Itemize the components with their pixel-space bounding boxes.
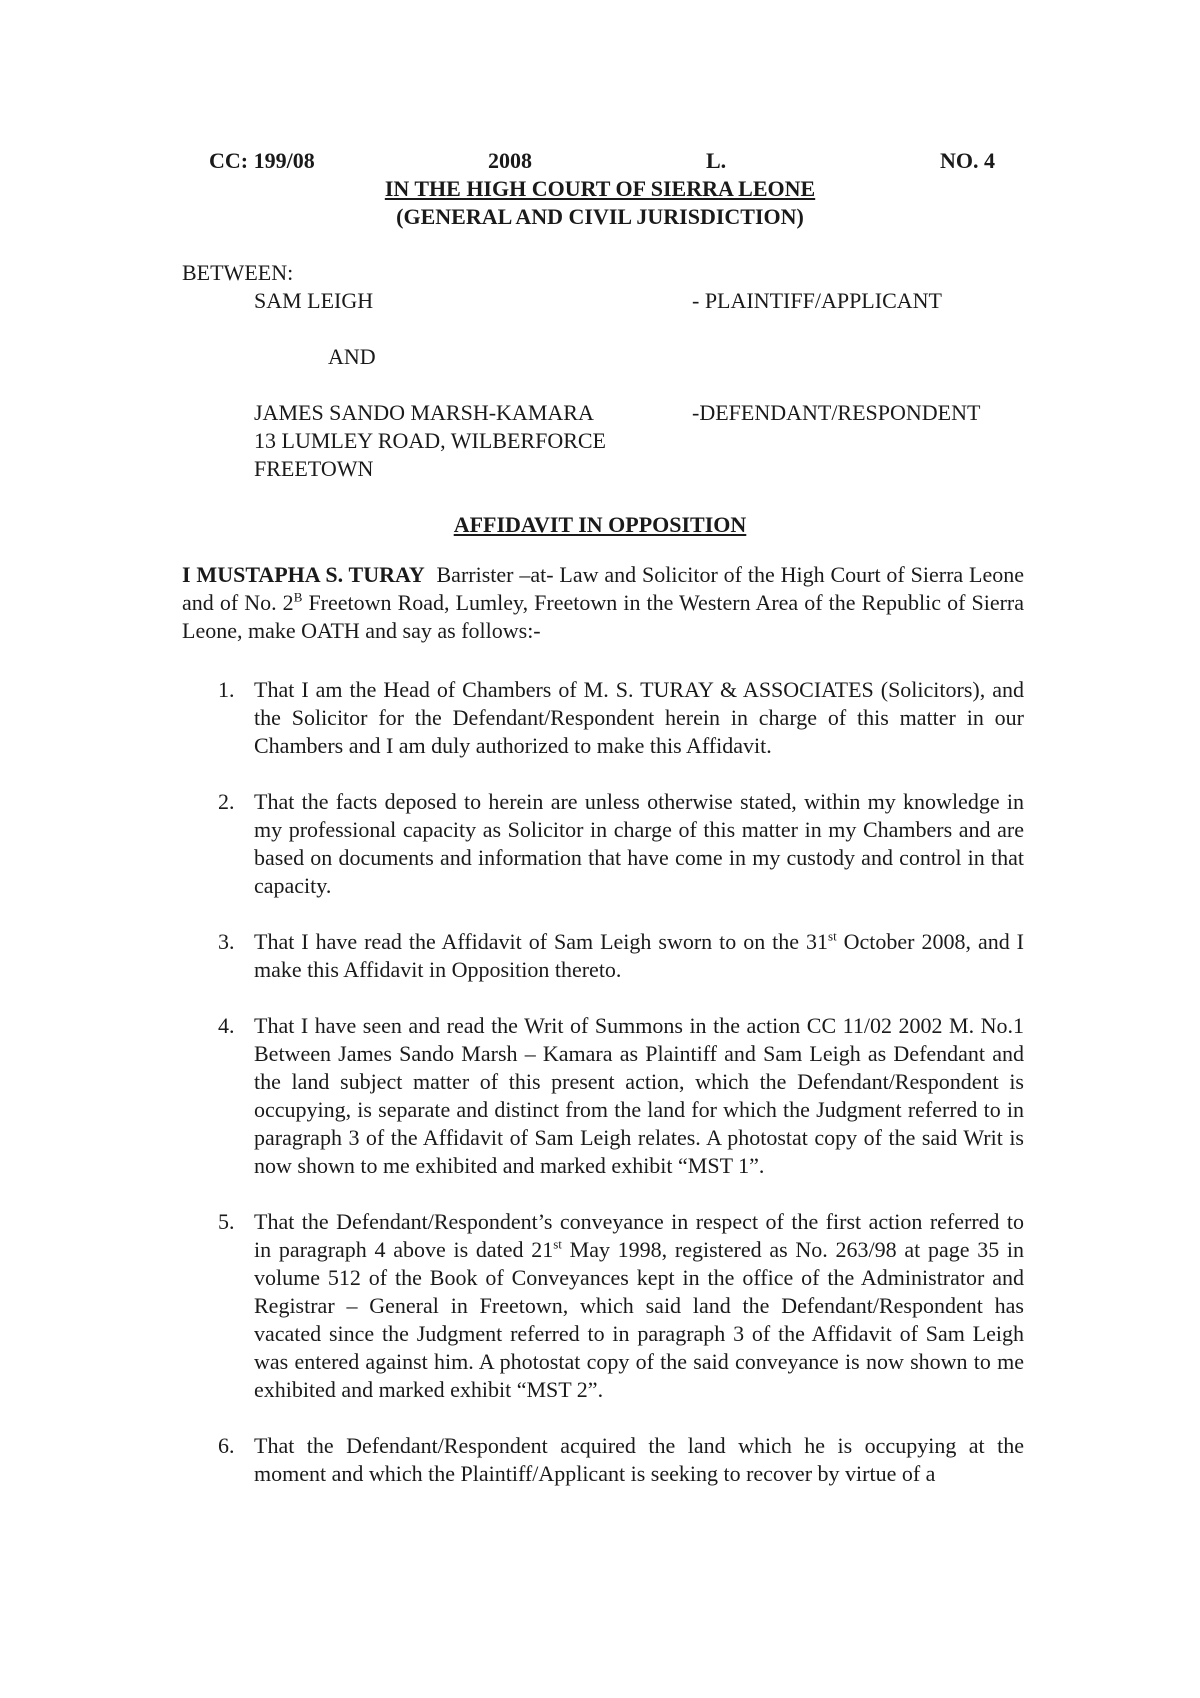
- intro-text-2: Freetown Road, Lumley, Freetown in the Western Area of the Republic of Sierra Leone, make OATH and say as follows:-: [182, 590, 1025, 643]
- address-superscript: B: [293, 589, 303, 605]
- paragraph-number: 4.: [218, 1013, 235, 1038]
- plaintiff-name: SAM LEIGH: [254, 288, 374, 313]
- paragraph-number: 5.: [218, 1209, 235, 1234]
- paragraph-6: [182, 1432, 1024, 1488]
- and-label: AND: [328, 344, 376, 369]
- paragraph-text: That I am the Head of Chambers of M. S. TURAY & ASSOCIATES (Solicitors), and the Solicitor for the Defendant/Respondent herein in charge of this matter in our Chambers and I am duly authorized to make this Affidavit.: [254, 677, 1024, 758]
- paragraph-number: 3.: [218, 929, 235, 954]
- paragraph-text: That the Defendant/Respondent acquired the land which he is occupying at the moment and which the Plaintiff/Applicant is seeking to recover by virtue of a: [254, 1433, 1024, 1486]
- case-number: CC: 199/08: [209, 148, 315, 173]
- case-letter: L.: [706, 148, 727, 173]
- plaintiff-role: - PLAINTIFF/APPLICANT: [692, 288, 942, 313]
- paragraph-3: [182, 928, 1024, 984]
- paragraph-2: [182, 788, 1024, 900]
- court-title: IN THE HIGH COURT OF SIERRA LEONE: [384, 176, 816, 201]
- defendant-role: -DEFENDANT/RESPONDENT: [692, 400, 981, 425]
- affidavit-paragraphs: [182, 676, 1024, 1516]
- case-year: 2008: [488, 148, 532, 173]
- paragraph-text: That the facts deposed to herein are unless otherwise stated, within my knowledge in my professional capacity as Solicitor in charge of this matter in my Chambers and are based on documents and information that have come in my custody and control in that capacity.: [254, 789, 1024, 898]
- paragraph-text-a: That the Defendant/Respondent’s conveyance in respect of the first action referred to in paragraph 4 above is dated 21: [254, 1209, 1024, 1262]
- paragraph-1: [182, 676, 1024, 760]
- paragraph-text-b: May 1998, registered as No. 263/98 at page 35 in volume 512 of the Book of Conveyances kept in the office of the Administrator and Registrar – General in Freetown, which said land the Defendant/Respondent has vacated since the Judgment referred to in paragraph 3 of the Affidavit of Sam Leigh was entered against him. A photostat copy of the said conveyance is now shown to me exhibited and marked exhibit “MST 2”.: [254, 1237, 1025, 1402]
- paragraph-text-b: October 2008, and I make this Affidavit in Opposition thereto.: [254, 929, 1025, 982]
- between-label: BETWEEN:: [182, 260, 294, 285]
- ordinal-superscript: st: [828, 928, 837, 944]
- defendant-name: JAMES SANDO MARSH-KAMARA: [254, 400, 594, 425]
- defendant-address-line-1: 13 LUMLEY ROAD, WILBERFORCE: [254, 428, 606, 453]
- defendant-address-line-2: FREETOWN: [254, 456, 374, 481]
- paragraph-text-a: That I have read the Affidavit of Sam Leigh sworn to on the 31: [254, 929, 829, 954]
- deponent-name: I MUSTAPHA S. TURAY: [182, 562, 425, 587]
- case-file-number: NO. 4: [940, 148, 995, 173]
- paragraph-number: 1.: [218, 677, 235, 702]
- paragraph-4: [182, 1012, 1024, 1180]
- deponent-introduction: [182, 561, 1024, 645]
- paragraph-text: That I have seen and read the Writ of Summons in the action CC 11/02 2002 M. No.1 Between James Sando Marsh – Kamara as Plaintiff and Sam Leigh as Defendant and the land subject matter of this present action, which the Defendant/Respondent is occupying, is separate and distinct from the land for which the Judgment referred to in paragraph 3 of the Affidavit of Sam Leigh relates. A photostat copy of the said Writ is now shown to me exhibited and marked exhibit “MST 1”.: [254, 1013, 1024, 1178]
- paragraph-5: [182, 1208, 1024, 1404]
- paragraph-number: 6.: [218, 1433, 235, 1458]
- document-title: AFFIDAVIT IN OPPOSITION: [453, 512, 747, 537]
- paragraph-number: 2.: [218, 789, 235, 814]
- court-jurisdiction: (GENERAL AND CIVIL JURISDICTION): [396, 204, 804, 229]
- intro-text-1: Barrister –at- Law and Solicitor of the High Court of Sierra Leone and of No. 2: [182, 562, 1024, 615]
- ordinal-superscript: st: [553, 1236, 562, 1252]
